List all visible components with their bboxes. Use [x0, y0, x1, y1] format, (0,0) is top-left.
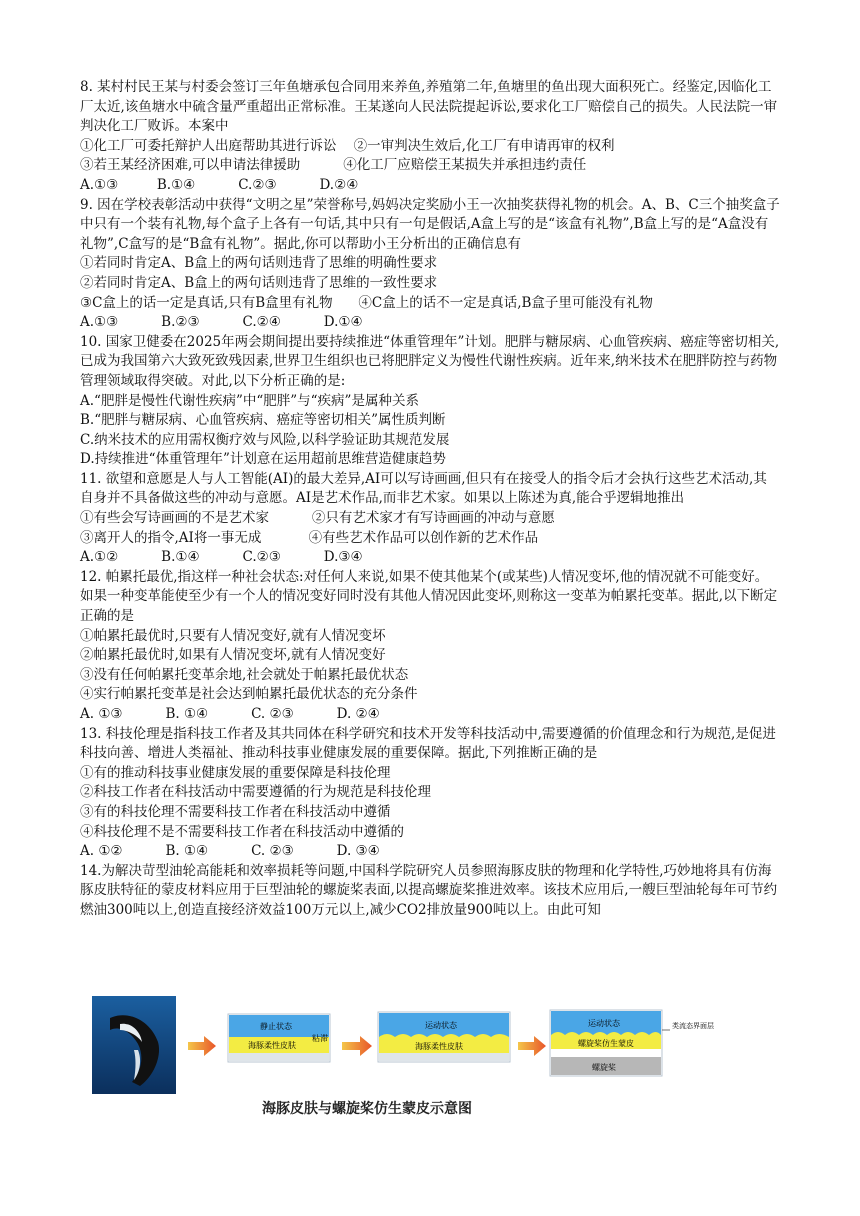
answer-choices: A.①② B.①④ C.②③ D.③④ [80, 549, 363, 566]
question-stem: 14.为解决苛型油轮高能耗和效率损耗等问题,中国科学院研究人员参照海豚皮肤的物理和化学特性,巧妙地将具有仿海豚皮肤特征的蒙皮材料应用于巨型油轮的螺旋桨表面,以提高螺旋桨推进效率。该技术应用后,一艘巨型油轮每年可节约燃油300吨以上,创造直接经济效益100万元以上,减少CO2排放量900吨以上。由此可知 [80, 862, 778, 918]
question-9 [80, 196, 780, 333]
diagram-svg [80, 990, 720, 1100]
question-14 [80, 862, 780, 921]
arrow-icon [518, 1036, 546, 1056]
question-stem: 12. 帕累托最优,指这样一种社会状态:对任何人来说,如果不使其他某个(或某些)人情况变坏,他的情况就不可能变好。如果一种变革能使至少有一个人的情况变好同时没有其他人情况因此变坏,则称这一变革为帕累托变革。据此,以下断定正确的是 [80, 568, 778, 625]
option-line: ②若同时肯定A、B盒上的两句话则违背了思维的一致性要求 [80, 274, 438, 291]
question-8 [80, 78, 780, 196]
option-line: ②科技工作者在科技活动中需要遵循的行为规范是科技伦理 [80, 784, 431, 801]
panel-1-layer-label: 海豚柔性皮肤 [248, 1041, 296, 1050]
option-line: ①有些会写诗画画的不是艺术家 ②只有艺术家才有写诗画画的冲动与意愿 [80, 510, 555, 527]
panel-3-state-label: 运动状态 [588, 1019, 620, 1028]
option-line: D.持续推进“体重管理年”计划意在运用超前思维营造健康趋势 [80, 451, 446, 468]
question-stem: 13. 科技伦理是指科技工作者及其共同体在科学研究和技术开发等科技活动中,需要遵循的价值理念和行为规范,是促进科技向善、增进人类福祉、推动科技事业健康发展的重要保障。据此,下列推断正确的是 [80, 725, 776, 762]
answer-choices: A. ①② B. ①④ C. ②③ D. ③④ [80, 843, 380, 860]
question-12 [80, 568, 780, 725]
figure-caption: 海豚皮肤与螺旋桨仿生蒙皮示意图 [262, 1101, 472, 1117]
question-11 [80, 470, 780, 568]
option-line: C.纳米技术的应用需权衡疗效与风险,以科学验证助其规范发展 [80, 431, 450, 448]
panel-3-side-label: 类流态界面层 [672, 1022, 714, 1030]
panel-moving [378, 1012, 510, 1062]
question-stem: 10. 国家卫健委在2025年两会期间提出要持续推进“体重管理年”计划。肥胖与糖尿病、心血管疾病、癌症等密切相关,已成为我国第六大致死致残因素,世界卫生组织也已将肥胖定义为慢性代谢性疾病。近年来,纳米技术在肥胖防控与药物管理领域取得突破。对此,以下分析正确的是: [80, 333, 780, 389]
arrow-icon [188, 1036, 216, 1056]
answer-choices: A.①③ B.②③ C.②④ D.①④ [80, 314, 363, 331]
option-line: ④科技伦理不是不需要科技工作者在科技活动中遵循的 [80, 823, 404, 840]
panel-1-side-label: 粘滞 [312, 1034, 328, 1043]
option-line: ③有的科技伦理不需要科技工作者在科技活动中遵循 [80, 803, 391, 820]
panel-3-layer-label: 螺旋桨仿生蒙皮 [578, 1039, 634, 1048]
panel-2-layer-label: 海豚柔性皮肤 [415, 1042, 463, 1051]
question-list [80, 78, 780, 921]
option-line: ③离开人的指令,AI将一事无成 ④有些艺术作品可以创作新的艺术作品 [80, 529, 539, 546]
answer-choices: A.①③ B.①④ C.②③ D.②④ [80, 176, 359, 193]
question-stem: 11. 欲望和意愿是人与人工智能(AI)的最大差异,AI可以写诗画画,但只有在接受人的指令后才会执行这些艺术活动,其自身并不具备做这些的冲动与意愿。AI是艺术作品,而非艺术家。如果以上陈述为真,能合乎逻辑地推出 [80, 470, 767, 507]
option-line: ①有的推动科技事业健康发展的重要保障是科技伦理 [80, 764, 391, 781]
question-stem: 9. 因在学校表彰活动中获得“文明之星”荣誉称号,妈妈决定奖励小王一次抽奖获得礼物的机会。A、B、C三个抽奖盒子中只有一个装有礼物,每个盒子上各有一句话,其中只有一句是假话,A盒上写的是“该盒有礼物”,B盒上写的是“A盒没有礼物”,C盒写的是“B盒有礼物”。据此,你可以帮助小王分析出的正确信息有 [80, 196, 780, 252]
option-line: ①若同时肯定A、B盒上的两句话则违背了思维的明确性要求 [80, 255, 438, 272]
option-line: ②帕累托最优时,如果有人情况变坏,就有人情况变好 [80, 647, 386, 664]
arrow-icon [342, 1036, 372, 1056]
panel-1-state-label: 静止状态 [260, 1022, 292, 1031]
option-line: ①化工厂可委托辩护人出庭帮助其进行诉讼 ②一审判决生效后,化工厂有申请再审的权利 [80, 137, 615, 154]
option-line: ④实行帕累托变革是社会达到帕累托最优状态的充分条件 [80, 686, 418, 703]
option-line: ③没有任何帕累托变革余地,社会就处于帕累托最优状态 [80, 666, 409, 683]
question-10 [80, 333, 780, 470]
option-line: ③若王某经济困难,可以申请法律援助 ④化工厂应赔偿王某损失并承担违约责任 [80, 157, 587, 174]
question-stem: 8. 某村村民王某与村委会签订三年鱼塘承包合同用来养鱼,养殖第二年,鱼塘里的鱼出现大面积死亡。经鉴定,因临化工厂太近,该鱼塘水中硫含量严重超出正常标准。王某遂向人民法院提起诉讼,要求化工厂赔偿自己的损失。人民法院一审判决化工厂败诉。本案中 [80, 79, 778, 135]
answer-choices: A. ①③ B. ①④ C. ②③ D. ②④ [80, 706, 380, 722]
option-line: A.“肥胖是慢性代谢性疾病”中“肥胖”与“疾病”是属种关系 [80, 392, 419, 409]
panel-3-base-label: 螺旋桨 [592, 1063, 616, 1072]
option-line: B.“肥胖与糖尿病、心血管疾病、癌症等密切相关”属性质判断 [80, 412, 446, 429]
panel-2-state-label: 运动状态 [425, 1021, 457, 1030]
dolphin-photo [92, 996, 176, 1094]
option-line: ③C盒上的话一定是真话,只有B盒里有礼物 ④C盒上的话不一定是真话,B盒子里可能没有礼物 [80, 294, 653, 311]
option-line: ①帕累托最优时,只要有人情况变好,就有人情况变坏 [80, 627, 386, 644]
question-13 [80, 725, 780, 862]
